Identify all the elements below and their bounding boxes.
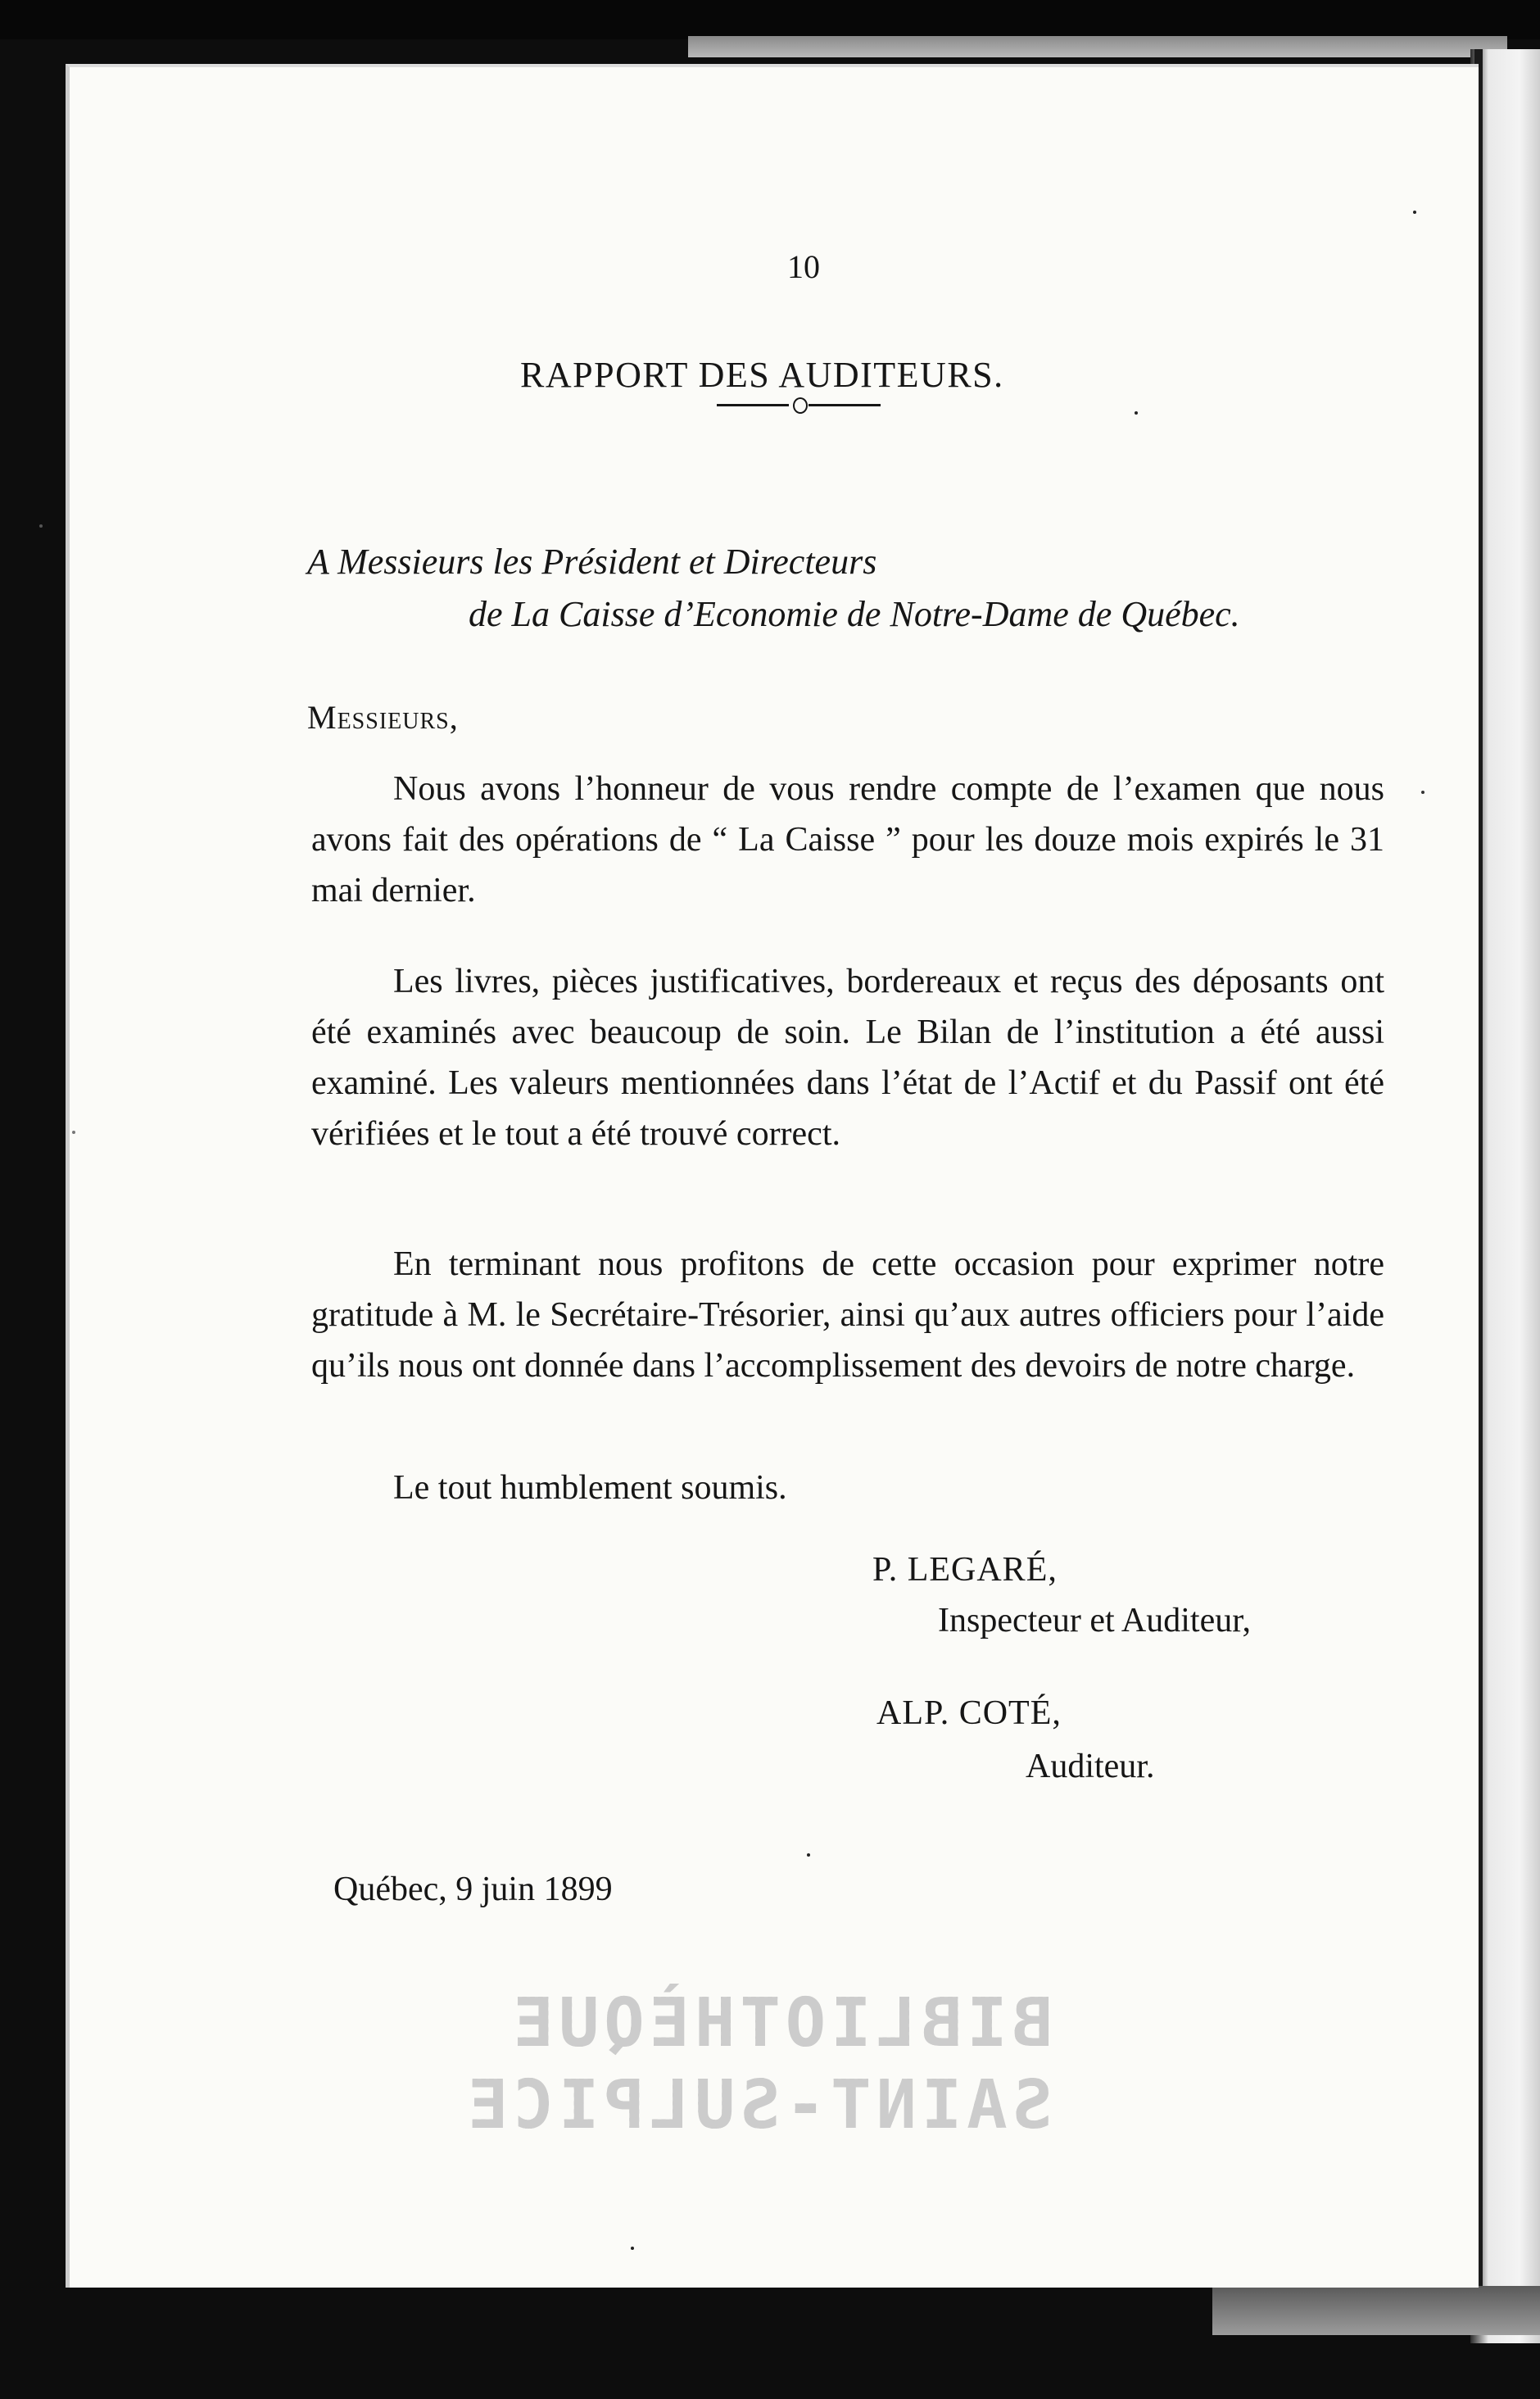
scanner-top-edge [0,0,1540,39]
library-perforation-stamp [381,1976,1053,2148]
stamp-line-2: SAINT-SULPICE [463,2066,1053,2144]
salutation: Messieurs, [307,699,459,736]
scan-speck [1421,791,1424,794]
scanner-bottom-strip [1212,2286,1540,2335]
signatory-1-name: P. LEGARÉ, [872,1551,1058,1589]
paragraph-3: En terminant nous profitons de cette occasion pour exprimer notre gratitude à M. le Secrétaire-Trésorier, ainsi qu’aux autres officiers pour l’aide qu’ils nous ont donnée dans l’accomplissement des devoirs de notre charge. [311,1245,1384,1385]
paragraph-2: Les livres, pièces justificatives, bordereaux et reçus des déposants ont été examinés avec beaucoup de soin. Le Bilan de l’institution a été aussi examiné. Les valeurs mentionnées dans l’état de l’Actif et du Passif ont été vérifiées et le tout a été trouvé correct. [311,963,1384,1153]
paper-speck [1413,211,1416,214]
signatory-2-title: Auditeur. [1026,1748,1155,1785]
signatory-1-title: Inspecteur et Auditeur, [938,1602,1252,1639]
scan-speck [39,524,43,528]
document-page [66,64,1479,2288]
paper-speck [1135,411,1138,415]
paper-speck [807,1853,810,1857]
paragraph-1: Nous avons l’honneur de vous rendre compte de l’examen que nous avons fait des opérations de “ La Caisse ” pour les douze mois expirés le 31 mai dernier. [311,770,1384,909]
scan-speck [72,1131,75,1134]
scanner-gray-strip [688,36,1507,57]
title-divider [717,391,897,415]
address-line-2: de La Caisse d’Economie de Notre-Dame de Québec. [469,594,1240,634]
place-date: Québec, 9 juin 1899 [333,1871,613,1908]
signatory-2-name: ALP. COTÉ, [876,1694,1062,1732]
paper-speck [631,2247,634,2250]
closing-line: Le tout humblement soumis. [393,1469,787,1507]
address-line-1: A Messieurs les Président et Directeurs [307,542,877,582]
stamp-line-1: BIBLIOTHÈQUE [508,1984,1053,2062]
report-title: RAPPORT DES AUDITEURS. [520,355,1004,395]
page-number: 10 [787,248,820,285]
